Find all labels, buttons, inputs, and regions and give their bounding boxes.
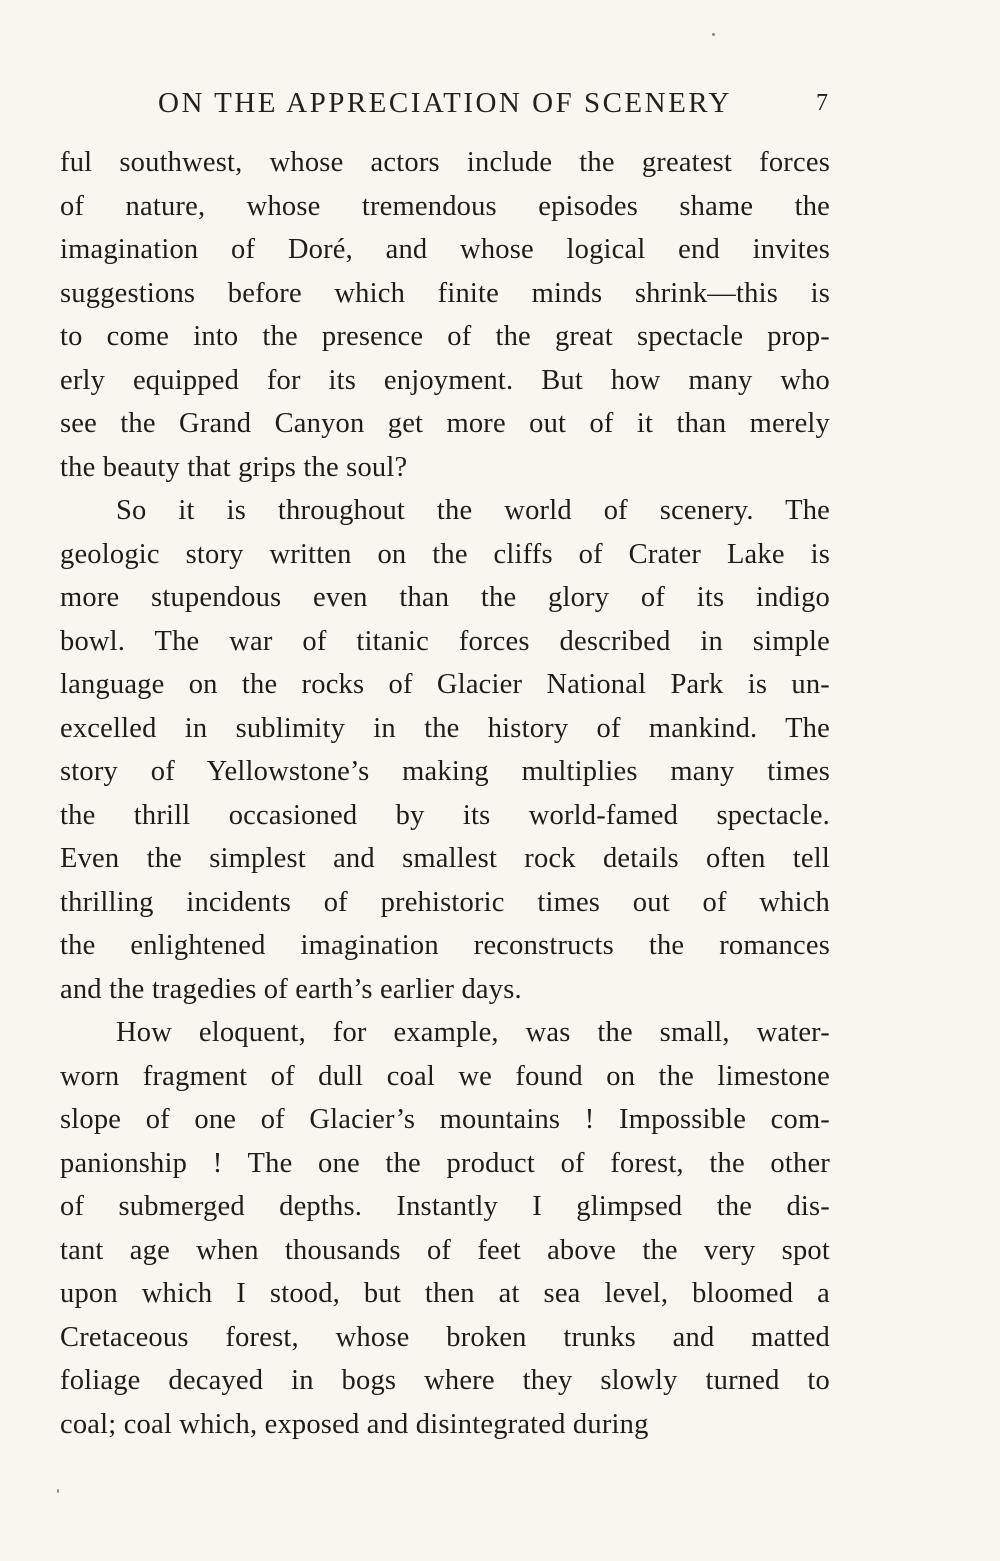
text-line: Even the simplest and smallest rock details often tell — [60, 843, 830, 874]
text-line: So it is throughout the world of scenery. The — [116, 495, 830, 526]
text-line: slope of one of Glacier’s mountains ! Impossible com- — [60, 1104, 830, 1135]
text-line: of nature, whose tremendous episodes shame the — [60, 190, 830, 222]
scan-speck — [712, 33, 715, 36]
text-line: coal; coal which, exposed and disintegrated during — [60, 1408, 649, 1440]
page-number: 7 — [816, 90, 828, 116]
scan-speck — [57, 1489, 59, 1493]
text-line: and the tragedies of earth’s earlier days. — [60, 973, 522, 1005]
text-line: excelled in sublimity in the history of mankind. The — [60, 712, 830, 744]
text-line: suggestions before which finite minds shrink—this is — [60, 277, 830, 309]
text-line: thrilling incidents of prehistoric times out of which — [60, 886, 830, 918]
text-line: erly equipped for its enjoyment. But how many who — [60, 364, 830, 396]
text-line: imagination of Doré, and whose logical end invites — [60, 234, 830, 265]
text-line: ful southwest, whose actors include the greatest forces — [60, 147, 830, 178]
text-line: language on the rocks of Glacier National Park is un- — [60, 669, 830, 700]
text-line: worn fragment of dull coal we found on the limestone — [60, 1060, 830, 1092]
page-header — [60, 85, 830, 121]
text-line: tant age when thousands of feet above the very spot — [60, 1234, 830, 1266]
text-line: story of Yellowstone’s making multiplies many times — [60, 756, 830, 787]
text-line: panionship ! The one the product of forest, the other — [60, 1147, 830, 1179]
text-block — [60, 141, 830, 1446]
text-line: the enlightened imagination reconstructs the romances — [60, 930, 830, 961]
text-line: of submerged depths. Instantly I glimpsed the dis- — [60, 1191, 830, 1222]
paragraph — [60, 141, 830, 489]
text-line: the thrill occasioned by its world-famed spectacle. — [60, 799, 830, 831]
text-line: foliage decayed in bogs where they slowly turned to — [60, 1365, 830, 1396]
paragraph — [60, 489, 830, 1011]
text-line: Cretaceous forest, whose broken trunks and matted — [60, 1321, 830, 1353]
text-line: How eloquent, for example, was the small, water- — [116, 1017, 830, 1048]
text-line: see the Grand Canyon get more out of it than merely — [60, 408, 830, 439]
text-line: upon which I stood, but then at sea level, bloomed a — [60, 1278, 830, 1309]
text-line: to come into the presence of the great spectacle prop- — [60, 321, 830, 352]
running-title: ON THE APPRECIATION OF SCENERY — [158, 87, 732, 119]
text-line: the beauty that grips the soul? — [60, 451, 408, 483]
text-line: more stupendous even than the glory of its indigo — [60, 582, 830, 613]
text-line: bowl. The war of titanic forces described in simple — [60, 625, 830, 657]
text-line: geologic story written on the cliffs of Crater Lake is — [60, 538, 830, 570]
paragraph — [60, 1011, 830, 1446]
